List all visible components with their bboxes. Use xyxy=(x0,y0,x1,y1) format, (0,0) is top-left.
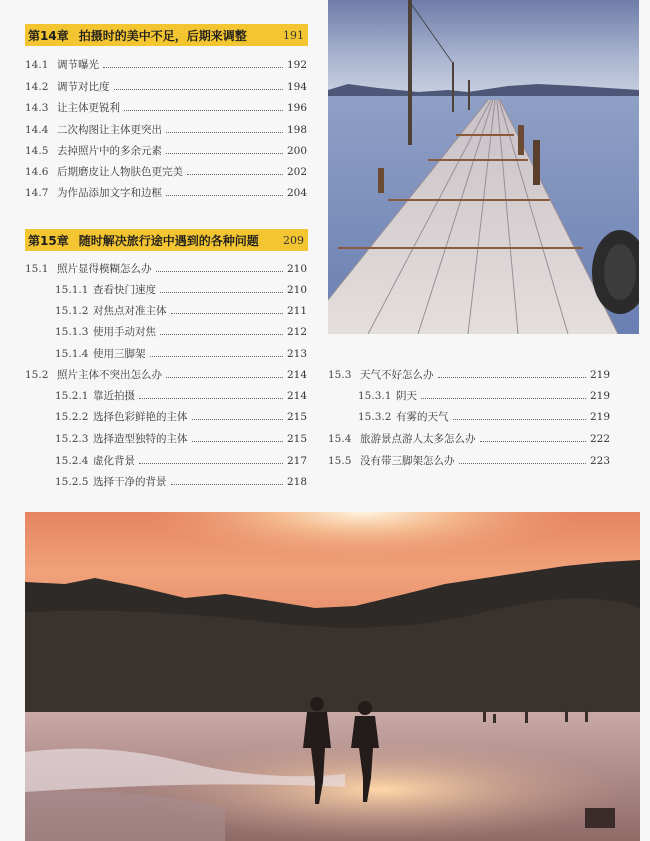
entry-number: 15.3.1 xyxy=(358,390,392,402)
entry-title: 天气不好怎么办 xyxy=(360,369,434,381)
toc-entry xyxy=(25,101,307,115)
entry-page: 210 xyxy=(286,284,307,296)
chapter-number: 第14章 xyxy=(28,28,69,43)
toc-entry xyxy=(25,186,307,200)
entry-number: 15.3 xyxy=(328,369,352,381)
sunset-beach-photo xyxy=(25,512,640,841)
leader-dots xyxy=(187,174,283,175)
entry-page: 214 xyxy=(286,369,307,381)
entry-title: 旅游景点游人太多怎么办 xyxy=(360,433,476,445)
toc-entry xyxy=(328,454,610,468)
leader-dots xyxy=(453,419,586,420)
entry-title: 调节对比度 xyxy=(57,81,110,93)
entry-number: 14.6 xyxy=(25,166,49,178)
chapter-number: 第15章 xyxy=(28,233,69,248)
leader-dots xyxy=(166,132,283,133)
leader-dots xyxy=(166,377,283,378)
entry-page: 194 xyxy=(286,81,307,93)
entry-title: 有雾的天气 xyxy=(396,411,449,423)
entry-page: 192 xyxy=(286,59,307,71)
entry-number: 14.4 xyxy=(25,124,49,136)
toc-subentry xyxy=(55,475,307,489)
entry-title: 虚化背景 xyxy=(93,455,135,467)
entry-number: 15.3.2 xyxy=(358,411,392,423)
entry-title: 使用三脚架 xyxy=(93,348,146,360)
toc-entry xyxy=(25,58,307,72)
entry-number: 15.5 xyxy=(328,455,352,467)
entry-page: 196 xyxy=(286,102,307,114)
entry-title: 没有带三脚架怎么办 xyxy=(360,455,455,467)
entry-number: 15.2.1 xyxy=(55,390,89,402)
entry-number: 14.7 xyxy=(25,187,49,199)
entry-number: 15.1.2 xyxy=(55,305,89,317)
toc-entry xyxy=(25,262,307,276)
entry-title: 照片显得模糊怎么办 xyxy=(57,263,152,275)
entry-page: 219 xyxy=(589,390,610,402)
chapter-title: 拍摄时的美中不足，后期来调整 xyxy=(78,28,247,43)
leader-dots xyxy=(124,110,283,111)
entry-title: 二次构图让主体更突出 xyxy=(57,124,162,136)
toc-subentry xyxy=(358,410,610,424)
entry-page: 223 xyxy=(589,455,610,467)
toc-subentry xyxy=(55,325,307,339)
entry-page: 211 xyxy=(286,305,307,317)
entry-title: 去掉照片中的多余元素 xyxy=(57,145,162,157)
entry-page: 215 xyxy=(286,411,307,423)
leader-dots xyxy=(114,89,283,90)
entry-page: 219 xyxy=(589,411,610,423)
entry-title: 照片主体不突出怎么办 xyxy=(57,369,162,381)
entry-page: 218 xyxy=(286,476,307,488)
entry-number: 14.2 xyxy=(25,81,49,93)
toc-subentry xyxy=(55,454,307,468)
entry-page: 210 xyxy=(286,263,307,275)
entry-page: 217 xyxy=(286,455,307,467)
toc-entry xyxy=(25,144,307,158)
leader-dots xyxy=(480,441,586,442)
entry-page: 213 xyxy=(286,348,307,360)
entry-number: 14.1 xyxy=(25,59,49,71)
leader-dots xyxy=(438,377,586,378)
toc-subentry xyxy=(55,410,307,424)
leader-dots xyxy=(421,398,586,399)
leader-dots xyxy=(103,67,283,68)
entry-page: 200 xyxy=(286,145,307,157)
leader-dots xyxy=(171,484,283,485)
entry-title: 使用手动对焦 xyxy=(93,326,156,338)
toc-subentry xyxy=(55,283,307,297)
chapter-page: 209 xyxy=(283,233,304,247)
chapter-title: 随时解决旅行途中遇到的各种问题 xyxy=(78,233,259,248)
entry-number: 15.2.3 xyxy=(55,433,89,445)
chapter-15-header xyxy=(25,229,308,251)
chapter-page: 191 xyxy=(283,28,304,42)
leader-dots xyxy=(150,356,283,357)
entry-title: 后期磨皮让人物肤色更完美 xyxy=(57,166,183,178)
entry-number: 15.2.5 xyxy=(55,476,89,488)
entry-title: 查看快门速度 xyxy=(93,284,156,296)
leader-dots xyxy=(160,292,283,293)
leader-dots xyxy=(192,441,283,442)
entry-page: 198 xyxy=(286,124,307,136)
leader-dots xyxy=(166,195,283,196)
toc-subentry xyxy=(55,347,307,361)
entry-title: 靠近拍摄 xyxy=(93,390,135,402)
entry-number: 15.2.4 xyxy=(55,455,89,467)
entry-number: 15.2.2 xyxy=(55,411,89,423)
toc-subentry xyxy=(55,432,307,446)
leader-dots xyxy=(166,153,283,154)
leader-dots xyxy=(139,463,283,464)
entry-page: 222 xyxy=(589,433,610,445)
entry-number: 15.4 xyxy=(328,433,352,445)
entry-number: 15.1.1 xyxy=(55,284,89,296)
entry-title: 对焦点对准主体 xyxy=(93,305,167,317)
leader-dots xyxy=(156,271,283,272)
entry-number: 14.3 xyxy=(25,102,49,114)
entry-title: 选择色彩鲜艳的主体 xyxy=(93,411,188,423)
entry-page: 212 xyxy=(286,326,307,338)
chapter-14-header xyxy=(25,24,308,46)
entry-page: 202 xyxy=(286,166,307,178)
entry-title: 调节曝光 xyxy=(57,59,99,71)
toc-subentry xyxy=(55,389,307,403)
entry-number: 15.2 xyxy=(25,369,49,381)
entry-page: 219 xyxy=(589,369,610,381)
entry-title: 让主体更锐利 xyxy=(57,102,120,114)
leader-dots xyxy=(192,419,283,420)
entry-number: 15.1.3 xyxy=(55,326,89,338)
toc-entry xyxy=(25,80,307,94)
toc-entry xyxy=(25,368,307,382)
leader-dots xyxy=(171,313,283,314)
entry-page: 215 xyxy=(286,433,307,445)
entry-page: 214 xyxy=(286,390,307,402)
toc-entry xyxy=(25,123,307,137)
pier-photo xyxy=(328,0,639,334)
entry-number: 15.1 xyxy=(25,263,49,275)
entry-title: 选择造型独特的主体 xyxy=(93,433,188,445)
toc-entry xyxy=(328,432,610,446)
leader-dots xyxy=(139,398,283,399)
entry-number: 15.1.4 xyxy=(55,348,89,360)
entry-title: 为作品添加文字和边框 xyxy=(57,187,162,199)
entry-number: 14.5 xyxy=(25,145,49,157)
leader-dots xyxy=(459,463,586,464)
leader-dots xyxy=(160,334,283,335)
toc-subentry xyxy=(55,304,307,318)
entry-title: 阴天 xyxy=(396,390,417,402)
entry-page: 204 xyxy=(286,187,307,199)
toc-subentry xyxy=(358,389,610,403)
entry-title: 选择干净的背景 xyxy=(93,476,167,488)
toc-entry xyxy=(25,165,307,179)
toc-entry xyxy=(328,368,610,382)
